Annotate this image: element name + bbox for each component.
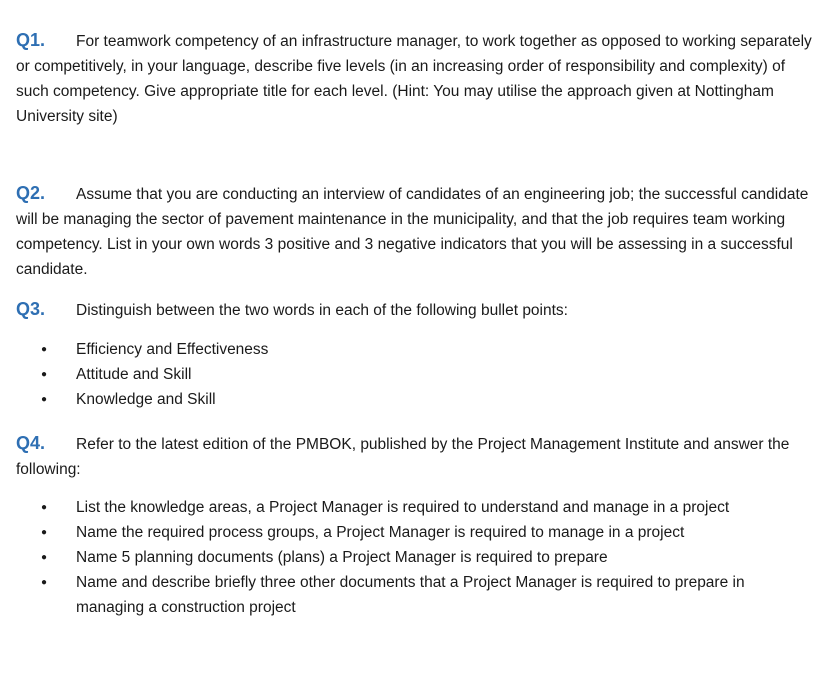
list-item: ● List the knowledge areas, a Project Manager is required to understand and manage in a project	[16, 495, 816, 520]
question-2	[16, 181, 816, 282]
question-number: Q2.	[16, 183, 46, 203]
question-3-bullet-list	[16, 337, 816, 412]
question-4-bullet-list	[16, 495, 816, 620]
list-item: ● Name the required process groups, a Project Manager is required to manage in a project	[16, 520, 816, 545]
question-number: Q3.	[16, 299, 46, 319]
list-item: ● Efficiency and Effectiveness	[16, 337, 816, 362]
question-number: Q4.	[16, 433, 46, 453]
question-text: Assume that you are conducting an interview of candidates of an engineering job; the successful candidate will be managing the sector of pavement maintenance in the municipality, and that the job requires team working competency. List in your own words 3 positive and 3 negative indicators that you will be assessing in a successful candidate.	[16, 186, 809, 278]
question-1	[16, 28, 816, 129]
question-4	[16, 431, 816, 482]
question-text: Refer to the latest edition of the PMBOK, published by the Project Management Institute and answer the following:	[16, 436, 790, 478]
list-item: ● Knowledge and Skill	[16, 387, 816, 412]
question-number: Q1.	[16, 30, 46, 50]
question-text: For teamwork competency of an infrastructure manager, to work together as opposed to working separately or competitively, in your language, describe five levels (in an increasing order of responsibility and complexity) of such competency. Give appropriate title for each level. (Hint: You may utilise the approach given at Nottingham University site)	[16, 33, 812, 125]
list-item: ● Attitude and Skill	[16, 362, 816, 387]
question-text: Distinguish between the two words in each of the following bullet points:	[76, 302, 568, 319]
question-3	[16, 297, 816, 323]
list-item: ● Name and describe briefly three other documents that a Project Manager is required to prepare in managing a construction project	[16, 570, 816, 620]
list-item: ● Name 5 planning documents (plans) a Project Manager is required to prepare	[16, 545, 816, 570]
